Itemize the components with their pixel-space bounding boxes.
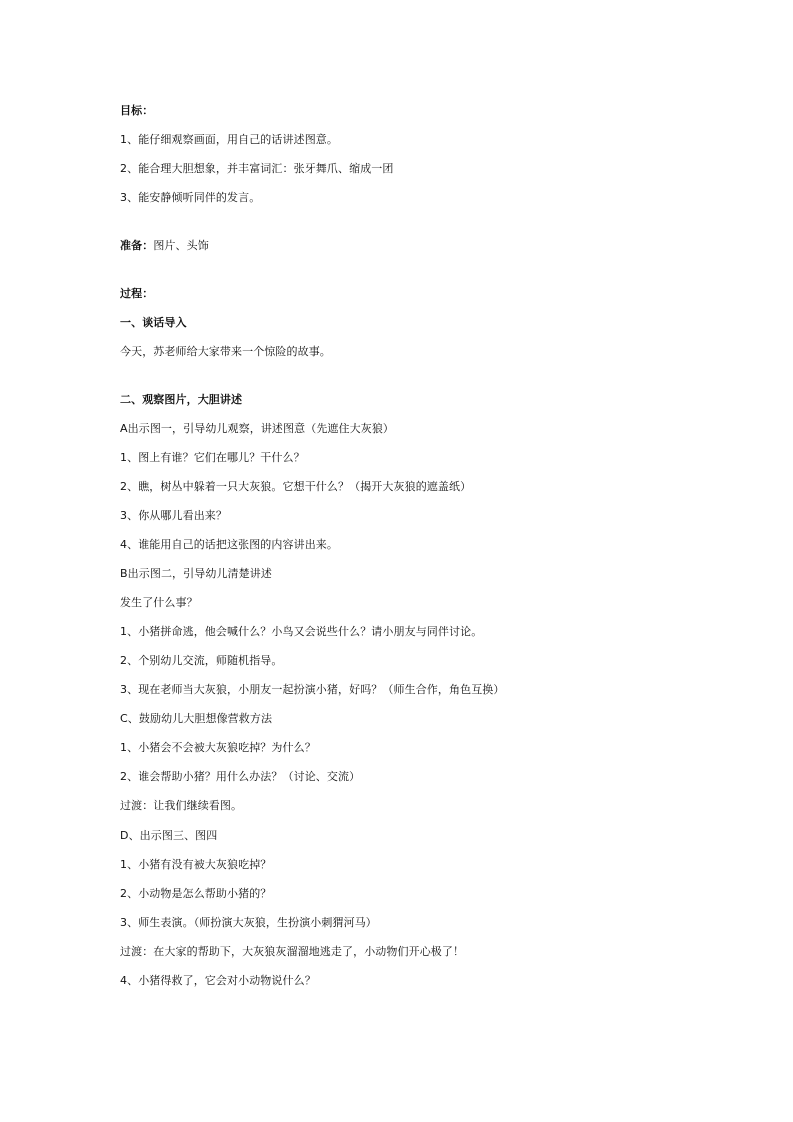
- paragraph: 1、小猪会不会被大灰狼吃掉？为什么？: [120, 741, 316, 754]
- paragraph: 今天，苏老师给大家带来一个惊险的故事。: [120, 345, 331, 358]
- paragraph: 发生了什么事？: [120, 596, 198, 609]
- paragraph: 3、现在老师当大灰狼，小朋友一起扮演小猪，好吗？（师生合作，角色互换）: [120, 683, 505, 696]
- paragraph: 2、谁会帮助小猪？用什么办法？（讨论、交流）: [120, 770, 361, 783]
- goal-item: 1、能仔细观察画面，用自己的话讲述图意。: [120, 133, 338, 146]
- paragraph: 4、谁能用自己的话把这张图的内容讲出来。: [120, 538, 338, 551]
- paragraph: A出示图一，引导幼儿观察，讲述图意（先遮住大灰狼）: [120, 422, 395, 435]
- paragraph: B出示图二，引导幼儿清楚讲述: [120, 567, 272, 580]
- prep-label: 准备：: [120, 239, 154, 252]
- paragraph: 1、小猪拼命逃，他会喊什么？小鸟又会说些什么？请小朋友与同伴讨论。: [120, 625, 483, 638]
- process-heading: 过程：: [120, 287, 154, 300]
- paragraph: 2、瞧，树丛中躲着一只大灰狼。它想干什么？（揭开大灰狼的遮盖纸）: [120, 480, 472, 493]
- goal-item: 3、能安静倾听同伴的发言。: [120, 191, 261, 204]
- paragraph: 3、你从哪儿看出来？: [120, 509, 227, 522]
- goal-item: 2、能合理大胆想象，并丰富词汇：张牙舞爪、缩成一团: [120, 162, 394, 175]
- paragraph: 1、小猪有没有被大灰狼吃掉？: [120, 858, 272, 871]
- paragraph: C、鼓励幼儿大胆想像营救方法: [120, 712, 273, 725]
- paragraph: 4、小猪得救了，它会对小动物说什么？: [120, 974, 316, 987]
- paragraph: 2、小动物是怎么帮助小猪的？: [120, 887, 272, 900]
- paragraph: D、出示图三、图四: [120, 829, 218, 842]
- paragraph: 过渡：在大家的帮助下，大灰狼灰溜溜地逃走了，小动物们开心极了！: [120, 945, 465, 958]
- paragraph: 2、个别幼儿交流，师随机指导。: [120, 654, 283, 667]
- prep-text: 图片、头饰: [153, 239, 209, 252]
- section-title: 一、谈话导入: [120, 316, 187, 329]
- section-title: 二、观察图片，大胆讲述: [120, 393, 243, 406]
- paragraph: 过渡：让我们继续看图。: [120, 799, 243, 812]
- prep-line: [120, 238, 209, 254]
- paragraph: 3、师生表演。（师扮演大灰狼，生扮演小刺猬河马）: [120, 916, 377, 929]
- paragraph: 1、图上有谁？它们在哪儿？干什么？: [120, 451, 305, 464]
- goals-heading: 目标：: [120, 104, 154, 117]
